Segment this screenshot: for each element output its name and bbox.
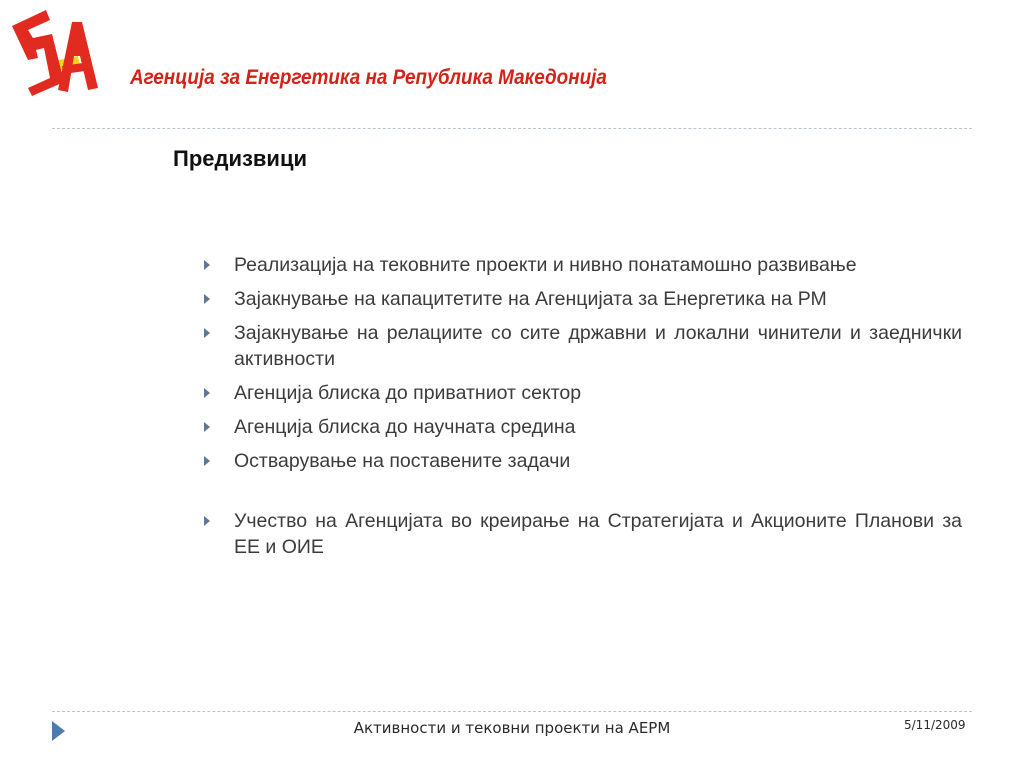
list-item [200, 252, 962, 278]
slide-title: Предизвици [173, 146, 308, 171]
list-item [200, 448, 962, 474]
bullet-arrow-icon [204, 456, 210, 466]
list-item [200, 380, 962, 406]
footer-text: Активности и тековни проекти на АЕРМ [353, 719, 671, 737]
logo-letter-b [12, 10, 64, 96]
bullet-arrow-icon [204, 328, 210, 338]
footer-date: 5/11/2009 [904, 718, 966, 732]
list-item-text: Агенција блиска до научната средина [234, 416, 576, 438]
organization-title: Агенција за Енергетика на Република Македонија [130, 66, 607, 89]
list-item-text: Реализација на тековните проекти и нивно понатамошно развивање [234, 254, 857, 276]
footer-divider [52, 711, 972, 712]
list-item [200, 508, 962, 560]
bullet-arrow-icon [204, 388, 210, 398]
challenges-list [200, 252, 962, 568]
bullet-arrow-icon [204, 294, 210, 304]
list-item-text: Зајакнување на капацитетите на Агенцијата за Енергетика на РМ [234, 288, 827, 310]
list-item-text: Зајакнување на релациите со сите државни и локални чинители и заеднички активности [234, 322, 962, 370]
list-item [200, 414, 962, 440]
list-item-text: Учество на Агенцијата во креирање на Стратегијата и Акционите Планови за ЕЕ и ОИЕ [234, 510, 962, 558]
bullet-arrow-icon [204, 422, 210, 432]
list-item [200, 320, 962, 372]
list-item-text: Агенција блиска до приватниот сектор [234, 382, 582, 404]
bullet-arrow-icon [204, 260, 210, 270]
list-item-text: Остварување на поставените задачи [234, 450, 571, 472]
header-divider [52, 128, 972, 129]
bullet-arrow-icon [204, 516, 210, 526]
list-item [200, 286, 962, 312]
agency-logo [6, 4, 102, 98]
